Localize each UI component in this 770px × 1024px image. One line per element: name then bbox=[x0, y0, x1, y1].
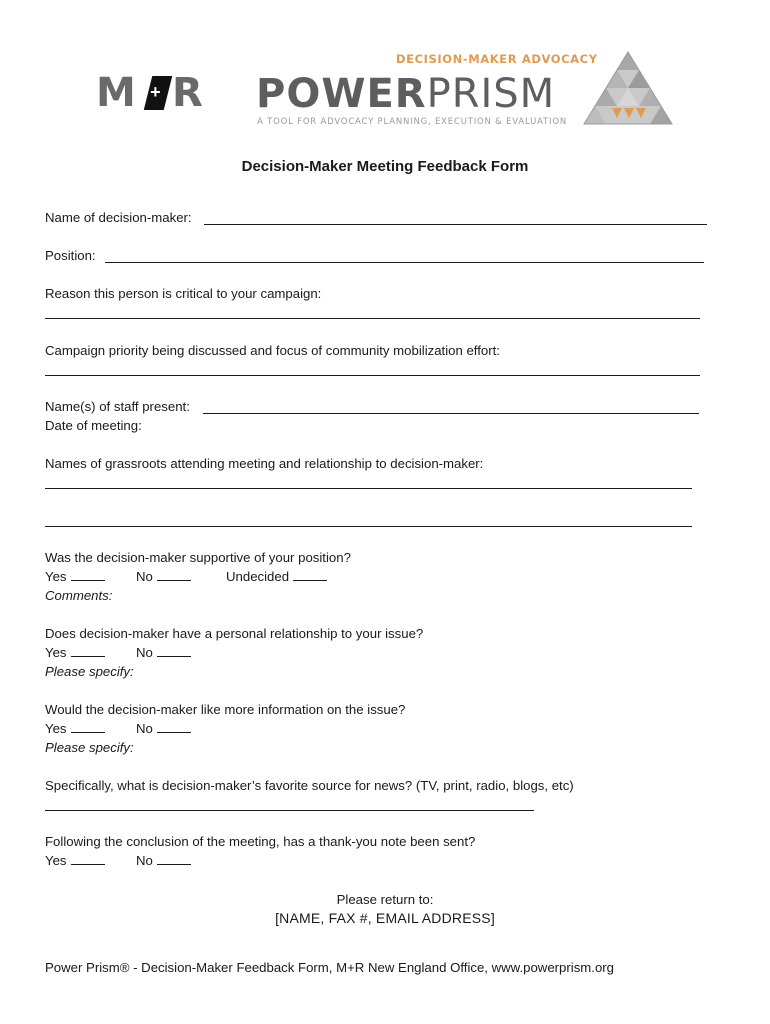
campaign-priority-field[interactable] bbox=[45, 375, 700, 376]
please-return-label: Please return to: bbox=[336, 892, 434, 907]
return-address: [NAME, FAX #, EMAIL ADDRESS] bbox=[275, 910, 495, 926]
footer-text: Power Prism® - Decision-Maker Feedback Form, M+R New England Office, www.powerprism.org bbox=[45, 960, 615, 975]
relationship-yes-option[interactable]: Yes bbox=[45, 644, 105, 662]
reason-critical-label: Reason this person is critical to your campaign: bbox=[45, 286, 322, 301]
form-title: Decision-Maker Meeting Feedback Form bbox=[241, 158, 529, 175]
mr-logo-m: M bbox=[96, 70, 135, 116]
reason-critical-field[interactable] bbox=[45, 318, 700, 319]
decision-maker-advocacy-tagline: DECISION-MAKER ADVOCACY bbox=[396, 52, 598, 66]
more-info-question: Would the decision-maker like more information on the issue? bbox=[45, 702, 406, 717]
thank-you-question: Following the conclusion of the meeting, has a thank-you note been sent? bbox=[45, 834, 476, 849]
more-info-no-option[interactable]: No bbox=[136, 720, 191, 738]
date-of-meeting-label: Date of meeting: bbox=[45, 418, 142, 433]
thank-you-yes-option[interactable]: Yes bbox=[45, 852, 105, 870]
name-of-decision-maker-field[interactable] bbox=[204, 224, 707, 225]
thank-you-no-option[interactable]: No bbox=[136, 852, 191, 870]
more-info-yes-option[interactable]: Yes bbox=[45, 720, 105, 738]
powerprism-wordmark bbox=[256, 73, 555, 115]
staff-present-field[interactable] bbox=[203, 413, 699, 414]
campaign-priority-label: Campaign priority being discussed and focus of community mobilization effort: bbox=[45, 343, 500, 358]
supportive-yes-option[interactable]: Yes bbox=[45, 568, 105, 586]
supportive-no-option[interactable]: No bbox=[136, 568, 191, 586]
name-of-decision-maker-label: Name of decision-maker: bbox=[45, 210, 192, 225]
supportive-undecided-option[interactable]: Undecided bbox=[226, 568, 327, 586]
powerprism-subtitle: A TOOL FOR ADVOCACY PLANNING, EXECUTION & EVALUATION bbox=[257, 117, 567, 127]
comments-label: Comments: bbox=[45, 588, 113, 603]
relationship-question: Does decision-maker have a personal relationship to your issue? bbox=[45, 626, 424, 641]
relationship-specify-label: Please specify: bbox=[45, 664, 134, 679]
grassroots-field-line-1[interactable] bbox=[45, 488, 692, 489]
mr-logo-plus-box: + bbox=[144, 76, 172, 110]
grassroots-attending-label: Names of grassroots attending meeting and relationship to decision-maker: bbox=[45, 456, 484, 471]
grassroots-field-line-2[interactable] bbox=[45, 526, 692, 527]
news-source-question: Specifically, what is decision-maker’s favorite source for news? (TV, print, radio, blogs, etc) bbox=[45, 778, 574, 793]
mr-logo-r: R bbox=[172, 70, 202, 116]
more-info-specify-label: Please specify: bbox=[45, 740, 134, 755]
news-source-field[interactable] bbox=[45, 810, 534, 811]
brand-prism: PRISM bbox=[426, 71, 556, 117]
brand-power: POWER bbox=[256, 71, 427, 117]
staff-present-label: Name(s) of staff present: bbox=[45, 399, 190, 414]
mr-logo bbox=[96, 72, 206, 114]
position-field[interactable] bbox=[105, 262, 704, 263]
position-label: Position: bbox=[45, 248, 96, 263]
relationship-no-option[interactable]: No bbox=[136, 644, 191, 662]
prism-triangle-icon bbox=[582, 50, 674, 126]
supportive-question: Was the decision-maker supportive of your position? bbox=[45, 550, 351, 565]
